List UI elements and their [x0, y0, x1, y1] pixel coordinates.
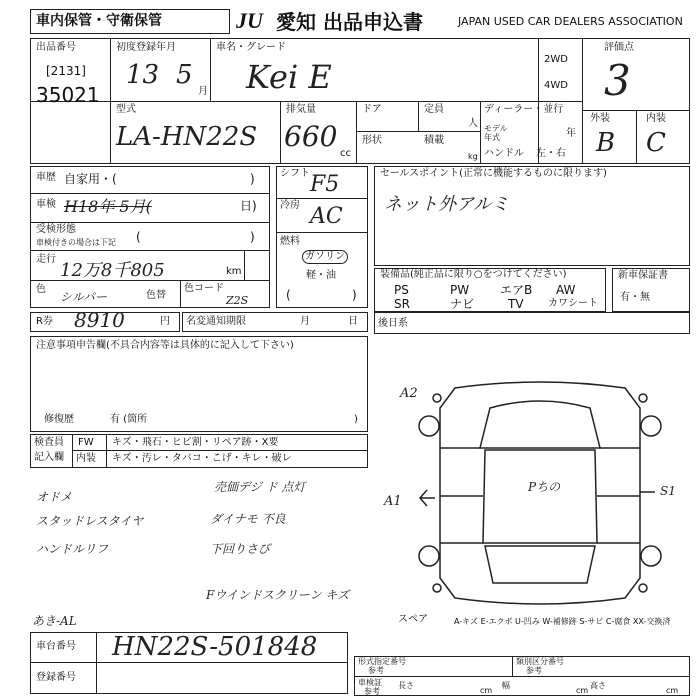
lot-number: 35021: [36, 83, 100, 107]
acceptance-note: 車検付きの場合は下記: [36, 238, 116, 247]
color-value: シルバー: [60, 290, 107, 304]
equip-aw: AW: [556, 283, 576, 297]
type-label: 型式: [116, 104, 136, 115]
association-name: JAPAN USED CAR DEALERS ASSOCIATION: [458, 15, 683, 28]
note-4: 売価デジ ド 点灯: [214, 480, 306, 494]
later-date-label: 後日系: [378, 318, 408, 329]
equip-leather-seat: カワシート: [548, 298, 598, 309]
dims-width-unit: cm: [576, 686, 589, 695]
history-close: ): [250, 172, 255, 186]
sales-point-box: [374, 166, 690, 266]
roof-note: Pちの: [528, 480, 561, 494]
color-label: 色: [36, 284, 46, 295]
repair-close: ): [354, 414, 358, 425]
dims-height-unit: cm: [666, 686, 679, 695]
acceptance-open: (: [136, 230, 141, 244]
acceptance-close: ): [250, 230, 255, 244]
dims-length-unit: cm: [480, 686, 493, 695]
warranty-label: 新車保証書: [618, 270, 668, 281]
fuel-close: ): [352, 288, 357, 302]
repair-label: 修復歴: [44, 414, 74, 425]
later-date-box: [374, 312, 690, 334]
chassis-label: 車台番号: [36, 641, 76, 652]
dims-height: 高さ: [590, 681, 606, 690]
shift-label: シフト: [280, 168, 310, 179]
damage-s1: S1: [660, 484, 676, 498]
name-change-month: 月: [300, 316, 310, 327]
damage-a1: A1: [384, 494, 402, 509]
door-label: ドア: [362, 104, 382, 115]
equip-navi: ナビ: [450, 297, 475, 311]
recycle-value: 8910: [74, 308, 125, 332]
registration-month-unit: 月: [198, 86, 208, 97]
interior-grade: C: [646, 128, 666, 158]
mileage-unit: km: [226, 266, 242, 277]
notes-label: 注意事項申告欄(不具合内容等は具体的に記入して下さい): [36, 340, 294, 351]
inspection-value: H18年 5月(: [64, 197, 152, 216]
load-unit: kg: [468, 152, 478, 161]
lot-code: [2131]: [46, 64, 86, 78]
note-7: Fウインドスクリーン キズ: [206, 588, 350, 602]
mileage-value: 12万8千805: [60, 260, 165, 281]
grade-label: 評価点: [604, 42, 634, 53]
spare-label: スペア: [398, 614, 428, 625]
note-1: オドメ: [36, 490, 72, 504]
checker-label-1: 検査員: [34, 437, 64, 448]
drive-2wd: 2WD: [544, 54, 568, 65]
fuel-light-oil: 軽・油: [306, 270, 336, 281]
type-value: LA-HN22S: [116, 122, 258, 152]
history-value: 自家用・(: [64, 172, 117, 186]
model-name: Kei E: [246, 58, 332, 96]
displacement-unit: cc: [340, 148, 351, 159]
checker-label-2: 記入欄: [34, 452, 64, 463]
shift-value: F5: [310, 172, 340, 197]
history-label: 車歴: [36, 172, 56, 183]
exterior-grade: B: [596, 128, 616, 158]
aircon-label: 冷房: [280, 200, 300, 211]
dims-width: 幅: [502, 681, 510, 690]
interior-label: 内装: [646, 113, 666, 124]
name-change-label: 名変通知期限: [186, 316, 246, 327]
checker-fw: FW: [78, 437, 94, 448]
registration-label: 初度登録年月: [116, 42, 176, 53]
ju-logo: JU: [236, 8, 263, 33]
history-box: [30, 166, 270, 308]
recycle-unit: 円: [160, 316, 170, 327]
checker-row-2: キズ・汚レ・タバコ・こげ・キレ・破レ: [112, 453, 292, 464]
aircon-value: AC: [310, 204, 343, 229]
model-label: 車名・グレード: [216, 42, 286, 53]
handle-label: ハンドル: [484, 148, 524, 159]
drive-4wd: 4WD: [544, 80, 568, 91]
displacement-value: 660: [284, 120, 338, 153]
spec-l1: 形式指定番号: [358, 657, 406, 666]
model-year-label: モデル年式: [484, 124, 508, 142]
capacity-unit: 人: [468, 118, 478, 129]
fuel-gasoline: ガソリン: [302, 250, 348, 264]
equip-airbag: エアB: [500, 283, 533, 297]
model-year-unit: 年: [566, 128, 576, 139]
grade-value: 3: [604, 56, 631, 105]
registration-month: 5: [176, 60, 193, 90]
spec-l2: 参考: [368, 666, 384, 675]
shape-label: 形状: [362, 135, 382, 146]
capacity-label: 定員: [424, 104, 444, 115]
damage-a2: A2: [400, 386, 418, 401]
equip-ps: PS: [394, 283, 409, 297]
sales-point-label: セールスポイント(正常に機能するものに限ります): [380, 168, 607, 179]
color-tone-label: 色替: [146, 290, 166, 301]
acceptance-label: 受検形態: [36, 224, 76, 235]
equip-sr: SR: [394, 297, 410, 311]
reg-number-label: 登録番号: [36, 672, 76, 683]
storage-header: 車内保管・守衛保管: [36, 13, 162, 29]
name-change-day: 日: [348, 316, 358, 327]
page-title: 愛知 出品申込書: [276, 10, 423, 34]
lot-label: 出品番号: [36, 42, 76, 53]
note-3: ハンドルリフ: [36, 542, 109, 556]
dealer-label: ディーラー・並行: [484, 104, 564, 115]
warranty-value: 有・無: [620, 292, 650, 303]
damage-legend: A-キズ E-エクボ U-凹み W-補修跡 S-サビ C-腐食 XX-交換済: [454, 617, 671, 626]
fuel-label: 燃料: [280, 236, 300, 247]
equip-tv: TV: [508, 297, 524, 311]
inspection-label: 車検: [36, 199, 56, 210]
spec-l4: 参考: [526, 666, 542, 675]
handle-value: 左・右: [536, 148, 566, 159]
fuel-open: (: [286, 288, 291, 302]
exterior-label: 外装: [590, 113, 610, 124]
color-code-value: Z2S: [226, 294, 249, 307]
equipment-label: 装備品(純正品に限り○をつけてください): [380, 269, 567, 280]
equip-pw: PW: [450, 283, 470, 297]
sales-point-text: ネット外アルミ: [384, 194, 510, 215]
mileage-label: 走行: [36, 254, 56, 265]
dims-label-1: 車検証: [358, 678, 382, 687]
spec-l3: 類別区分番号: [516, 657, 564, 666]
note-8: あき-AL: [32, 614, 77, 628]
note-6: 下回りさび: [210, 542, 271, 556]
registration-year: 13: [126, 60, 160, 90]
inspection-close: 日): [240, 199, 257, 213]
recycle-label: R券: [36, 316, 53, 327]
chassis-value: HN22S-501848: [112, 632, 318, 662]
note-2: スタッドレスタイヤ: [36, 514, 144, 528]
color-code-label: 色コード: [184, 283, 224, 294]
dims-label-2: 参考: [364, 687, 380, 696]
note-5: ダイナモ 不良: [210, 512, 286, 526]
checker-row-1: キズ・飛石・ヒビ割・リペア跡・X要: [112, 437, 279, 448]
checker-interior: 内装: [76, 453, 96, 464]
repair-value: 有 (箇所: [110, 414, 148, 425]
displacement-label: 排気量: [286, 104, 316, 115]
load-label: 積載: [424, 135, 444, 146]
dims-length: 長さ: [398, 681, 414, 690]
